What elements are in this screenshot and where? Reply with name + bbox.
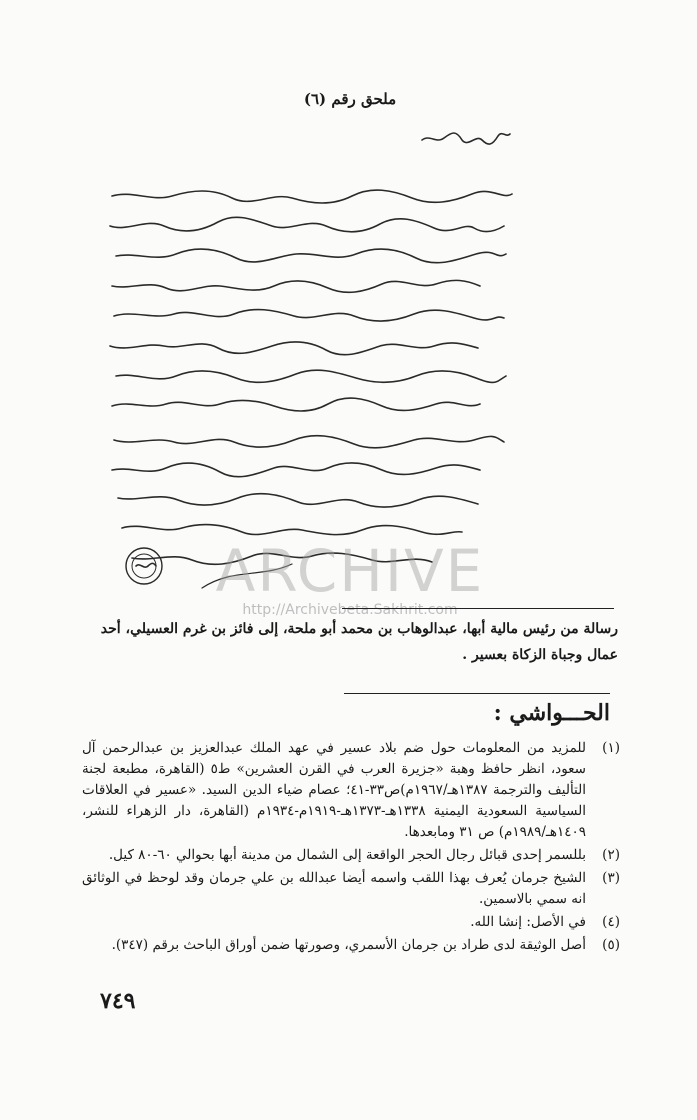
footnote	[82, 738, 620, 843]
notes-heading: الحـــواشي :	[493, 700, 610, 726]
footnote-number: (٤)	[602, 914, 620, 930]
watermark-url: http://Archivebeta.Sakhrit.com	[242, 602, 458, 618]
footnote-number: (٢)	[602, 847, 620, 863]
caption-divider	[342, 608, 614, 609]
footnote-text: أصل الوثيقة لدى طراد بن جرمان الأسمري، وصورتها ضمن أوراق الباحث برقم (٣٤٧).	[111, 937, 586, 953]
notes-divider	[344, 693, 610, 694]
footnote-text: في الأصل: إنشا الله.	[470, 914, 586, 930]
footnote	[82, 935, 620, 956]
appendix-title: ملحق رقم (٦)	[303, 90, 397, 108]
image-caption: رسالة من رئيس مالية أبها، عبدالوهاب بن محمد أبو ملحة، إلى فائز بن غرم العسيلي، أحد عمال وجباة الزكاة بعسير .	[100, 621, 618, 663]
footnote-text: بللسمر إحدى قبائل رجال الحجر الواقعة إلى الشمال من مدينة أبها بحوالي ٦٠-٨٠ كيل.	[108, 847, 586, 863]
footnote-text: للمزيد من المعلومات حول ضم بلاد عسير في عهد الملك عبدالعزيز بن عبدالرحمن آل سعود، انظر حافظ وهبة «جزيرة العرب في القرن العشرين» ط٥ (القاهرة، مطبعة لجنة التأليف والترجمة ١٣٨٧هـ/١٩٦٧م)ص٣٣-٤١؛ عصام ضياء الدين السيد. «عسير في العلاقات السياسية السعودية اليمنية ١٣٣٨هـ-١٣٧٣هـ-١٩١٩م-١٩٣٤م (القاهرة، دار الزهراء للنشر، ١٤٠٩هـ/١٩٨٩م) ص ٣١ ومابعدها.	[82, 740, 587, 840]
footnote	[82, 845, 620, 866]
footnote	[82, 912, 620, 933]
page-number: ٧٤٩	[100, 988, 136, 1014]
footnote-text: الشيخ جرمان يُعرف بهذا اللقب واسمه أيضا عبدالله بن علي جرمان وقد لوحظ في الوثائق انه سمي بالاسمين.	[82, 870, 586, 907]
footnote	[82, 868, 620, 910]
footnote-number: (٣)	[602, 870, 620, 886]
watermark-text: ARCHIVE	[215, 537, 485, 605]
footnotes-list	[82, 738, 620, 958]
footnote-number: (١)	[602, 740, 620, 756]
footnote-number: (٥)	[602, 937, 620, 953]
handwritten-letter-image	[92, 118, 612, 598]
